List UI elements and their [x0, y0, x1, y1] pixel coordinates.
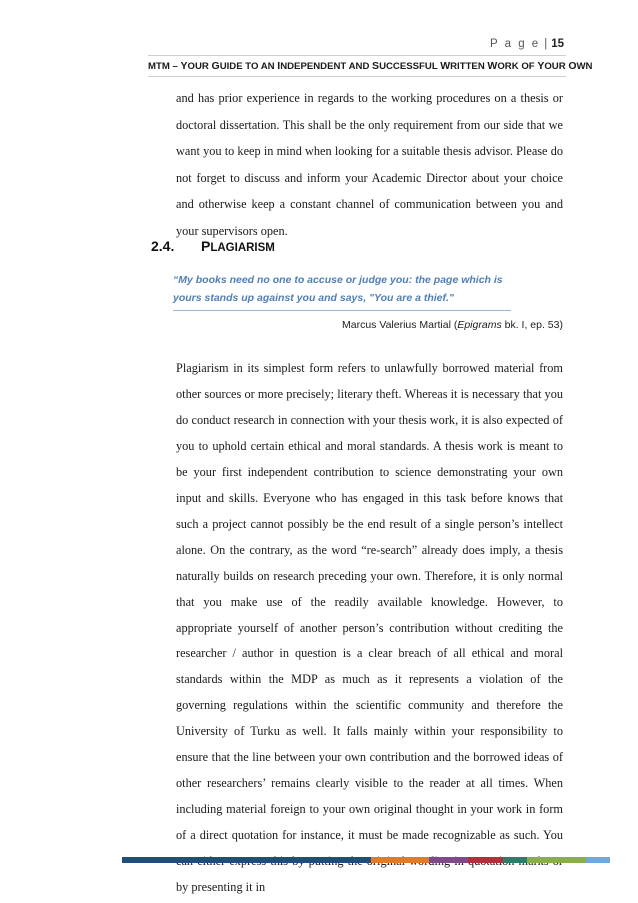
page-separator: |	[544, 38, 548, 50]
footer-color-segment	[429, 857, 468, 863]
attribution-ref: bk. I, ep. 53)	[501, 319, 563, 331]
running-header-initial: G	[211, 60, 220, 72]
running-header-prefix: MTM –	[148, 61, 181, 72]
running-header	[148, 60, 593, 72]
running-header-initial: Y	[180, 60, 188, 72]
quote-attribution	[342, 319, 563, 331]
running-header-initial: I	[277, 60, 281, 72]
attribution-work: Epigrams	[457, 319, 502, 331]
footer-color-segment	[586, 857, 610, 863]
running-header-title	[181, 61, 593, 72]
quote-rule	[173, 310, 511, 311]
footer-color-bar	[122, 857, 610, 863]
running-header-initial: O	[568, 60, 577, 72]
running-header-initial: W	[487, 60, 498, 72]
running-header-rest: OUR	[187, 61, 212, 72]
running-header-rest: ORK OF	[497, 61, 538, 72]
epigraph-quote: “My books need no one to accuse or judge you: the page which is yours stands up against you and says, "You are a thief."	[173, 274, 503, 304]
footer-color-segment	[371, 857, 430, 863]
running-header-rest: NDEPENDENT AND	[280, 61, 373, 72]
footer-color-segment	[527, 857, 586, 863]
body-paragraph-2: Plagiarism in its simplest form refers to unlawfully borrowed material from other sources or more precisely; literary theft. Whereas it is necessary that you do conduct research in connection with your thesis work, it is also expected of you to uphold certain ethical and moral standards. A thesis work is meant to be your first independent contribution to science demonstrating your own input and skills. Everyone who has engaged in this task before knows that such a project cannot possibly be the end result of a single person’s intellect alone. On the contrary, as the word “re-search” already does imply, a thesis naturally builds on research preceding your own. Therefore, it is only normal that you make use of the readily available knowledge. However, to appropriate yourself of another person’s contribution without crediting the researcher / author in question is a clear breach of all ethical and moral standards within the MDP as much as it represents a violation of the governing regulations within the scientific community and therefore the University of Turku as well. It falls mainly within your responsibility to ensure that the line between your own contribution and the borrowed ideas of other researchers’ remains clearly visible to the reader at all times. When including material foreign to your own original thought in your work in form of a direct quotation for instance, it must be made recognizable as such. You by presenting it in	[176, 361, 563, 895]
section-heading	[151, 238, 275, 254]
section-number: 2.4.	[151, 238, 175, 254]
footer-color-segment	[503, 857, 527, 863]
header-rule-top	[148, 55, 566, 56]
footer-color-segment	[468, 857, 502, 863]
body-paragraph-1: and has prior experience in regards to the working procedures on a thesis or doctoral dissertation. This shall be the only requirement from our side that we want you to keep in mind when looking for a suitable thesis advisor. Please do not forget to discuss and inform your Academic Director about your choice and otherwise keep a constant channel of communication between you and your supervisors open.	[176, 91, 563, 238]
page-number: 15	[551, 38, 564, 50]
running-header-rest: UCCESSFUL	[379, 61, 441, 72]
running-header-rest: RITTEN	[450, 61, 488, 72]
section-title-initial: P	[201, 238, 211, 254]
running-header-rest: OUR	[544, 61, 569, 72]
running-header-initial: W	[440, 60, 451, 72]
attribution-author: Marcus Valerius Martial (	[342, 319, 458, 331]
section-title-rest: LAGIARISM	[210, 242, 275, 254]
running-header-initial: Y	[537, 60, 545, 72]
running-header-rest: UIDE TO AN	[219, 61, 278, 72]
running-header-rest: WN	[576, 61, 593, 72]
footer-color-segment	[122, 857, 371, 863]
running-header-initial: S	[372, 60, 380, 72]
page-number-label	[490, 38, 564, 50]
header-rule-bottom	[148, 76, 566, 77]
page-word: P a g e	[489, 38, 541, 50]
